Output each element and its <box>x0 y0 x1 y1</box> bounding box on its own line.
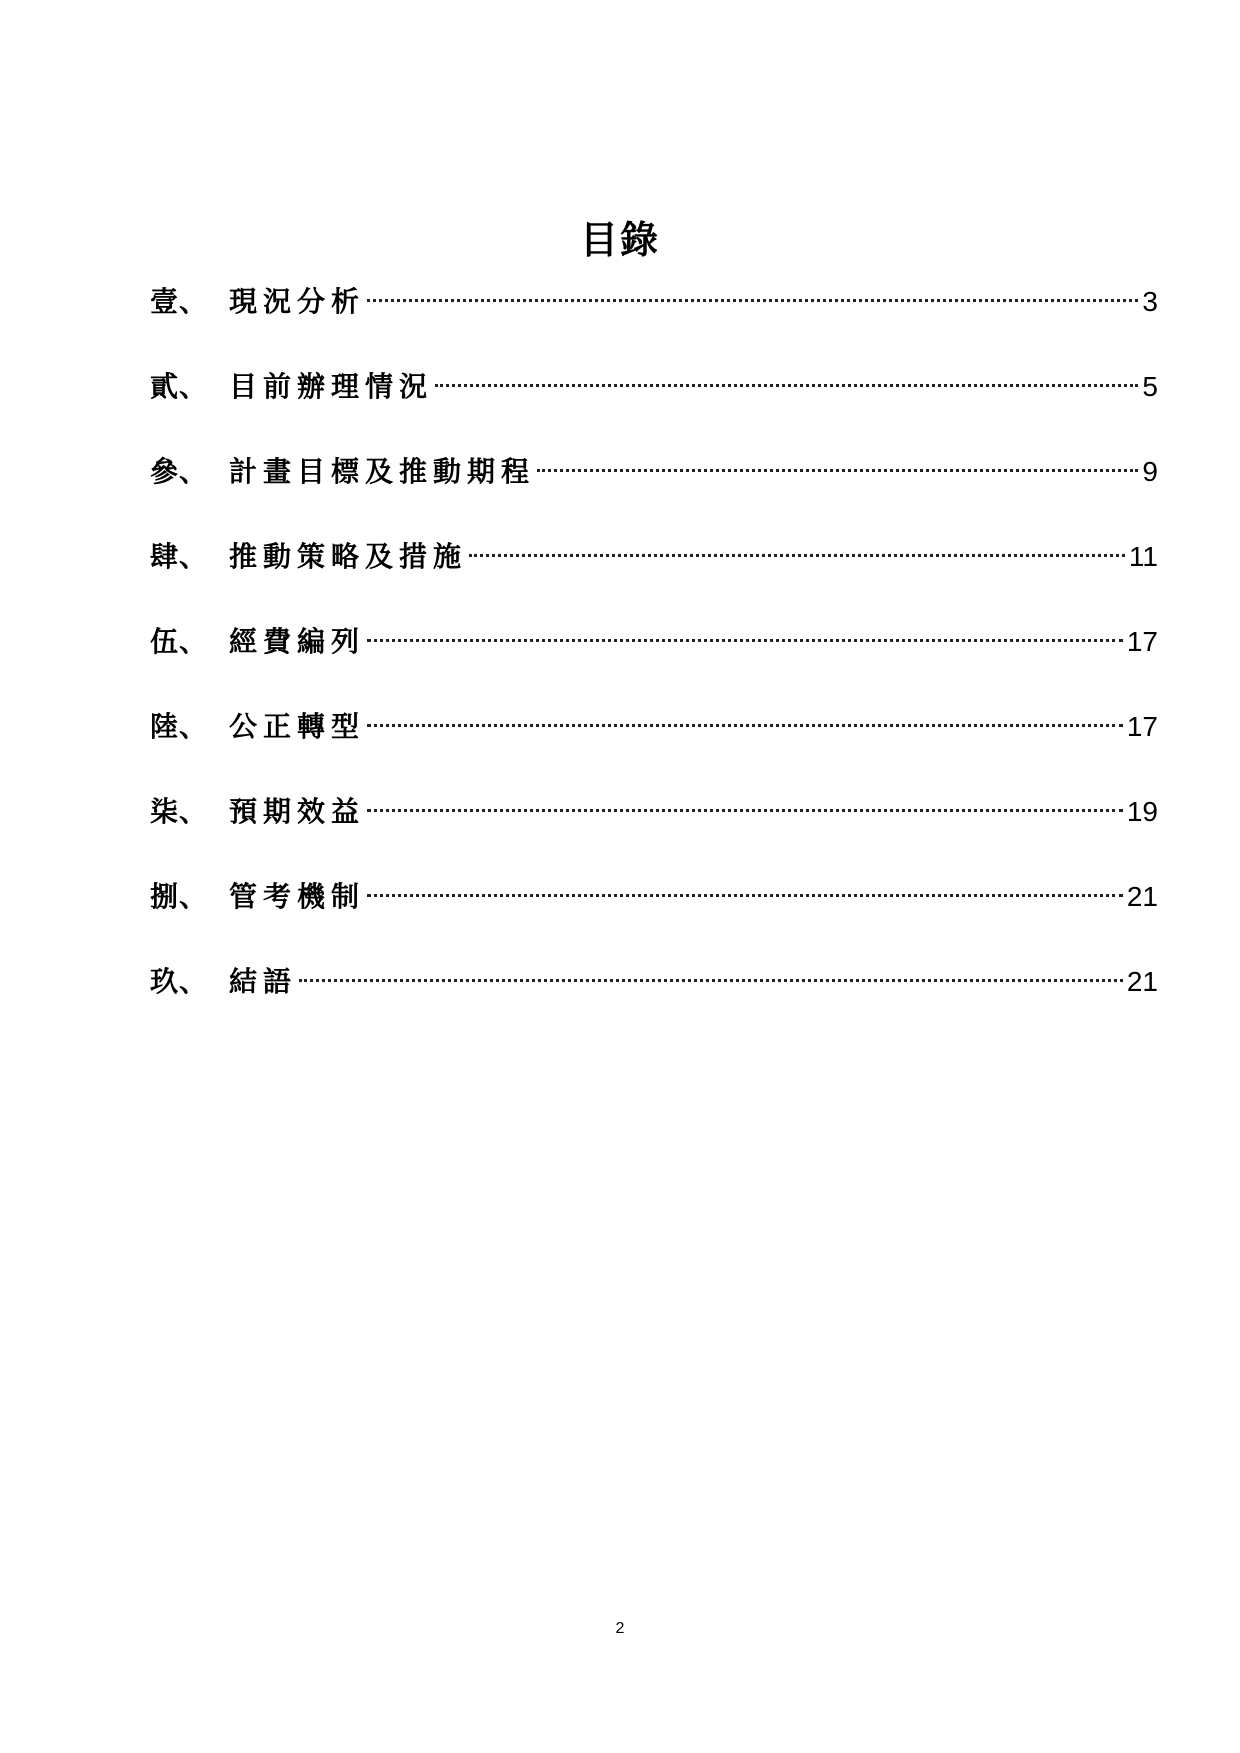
toc-entry[interactable] <box>150 448 1158 533</box>
toc-page-number: 9 <box>1142 456 1158 487</box>
toc-numeral: 捌 <box>150 880 180 913</box>
toc-dot-leader <box>299 979 1123 982</box>
toc-heading: 目前辦理情況 <box>229 370 434 403</box>
toc-numeral: 貳 <box>150 370 180 403</box>
toc-page-number: 5 <box>1142 371 1158 402</box>
toc-entry[interactable] <box>150 703 1158 788</box>
toc-heading: 經費編列 <box>229 625 366 658</box>
toc-dot-leader <box>367 724 1123 727</box>
toc-page-number: 19 <box>1126 796 1158 827</box>
toc-page-number: 21 <box>1126 966 1158 997</box>
toc-entry[interactable] <box>150 958 1158 1043</box>
toc-dot-leader <box>367 299 1138 302</box>
toc-entry[interactable] <box>150 788 1158 873</box>
toc-page-number: 11 <box>1128 541 1158 572</box>
toc-page-number: 17 <box>1126 711 1158 742</box>
toc-separator: 、 <box>179 540 208 573</box>
toc-page-number: 21 <box>1126 881 1158 912</box>
toc-dot-leader <box>469 554 1125 557</box>
toc-dot-leader <box>537 469 1138 472</box>
toc-separator: 、 <box>179 455 208 488</box>
toc-numeral: 壹 <box>150 285 180 318</box>
toc-dot-leader <box>435 384 1138 387</box>
toc-heading: 結語 <box>229 965 298 998</box>
toc-numeral: 參 <box>150 455 180 488</box>
toc-entry[interactable] <box>150 278 1158 363</box>
toc-dot-leader <box>367 894 1123 897</box>
toc-separator: 、 <box>179 625 208 658</box>
toc-entry[interactable] <box>150 873 1158 958</box>
toc-separator: 、 <box>179 965 208 998</box>
toc-numeral: 柒 <box>150 795 180 828</box>
toc-entry[interactable] <box>150 533 1158 618</box>
page-title: 目錄 <box>579 217 660 262</box>
toc-page-number: 3 <box>1142 286 1158 317</box>
toc-separator: 、 <box>179 795 208 828</box>
toc-numeral: 肆 <box>150 540 180 573</box>
table-of-contents <box>150 278 1158 1043</box>
toc-entry[interactable] <box>150 618 1158 703</box>
page-number: 2 <box>615 1620 625 1637</box>
toc-numeral: 陸 <box>150 710 180 743</box>
toc-entry[interactable] <box>150 363 1158 448</box>
toc-separator: 、 <box>179 285 208 318</box>
toc-numeral: 玖 <box>150 965 180 998</box>
toc-separator: 、 <box>179 370 208 403</box>
toc-heading: 推動策略及措施 <box>229 540 468 573</box>
toc-heading: 現況分析 <box>229 285 366 318</box>
toc-dot-leader <box>367 809 1123 812</box>
toc-heading: 計畫目標及推動期程 <box>229 455 536 488</box>
toc-numeral: 伍 <box>150 625 180 658</box>
toc-heading: 管考機制 <box>229 880 366 913</box>
toc-separator: 、 <box>179 710 208 743</box>
toc-heading: 公正轉型 <box>229 710 366 743</box>
toc-heading: 預期效益 <box>229 795 366 828</box>
toc-dot-leader <box>367 639 1123 642</box>
toc-separator: 、 <box>179 880 208 913</box>
toc-page-number: 17 <box>1126 626 1158 657</box>
